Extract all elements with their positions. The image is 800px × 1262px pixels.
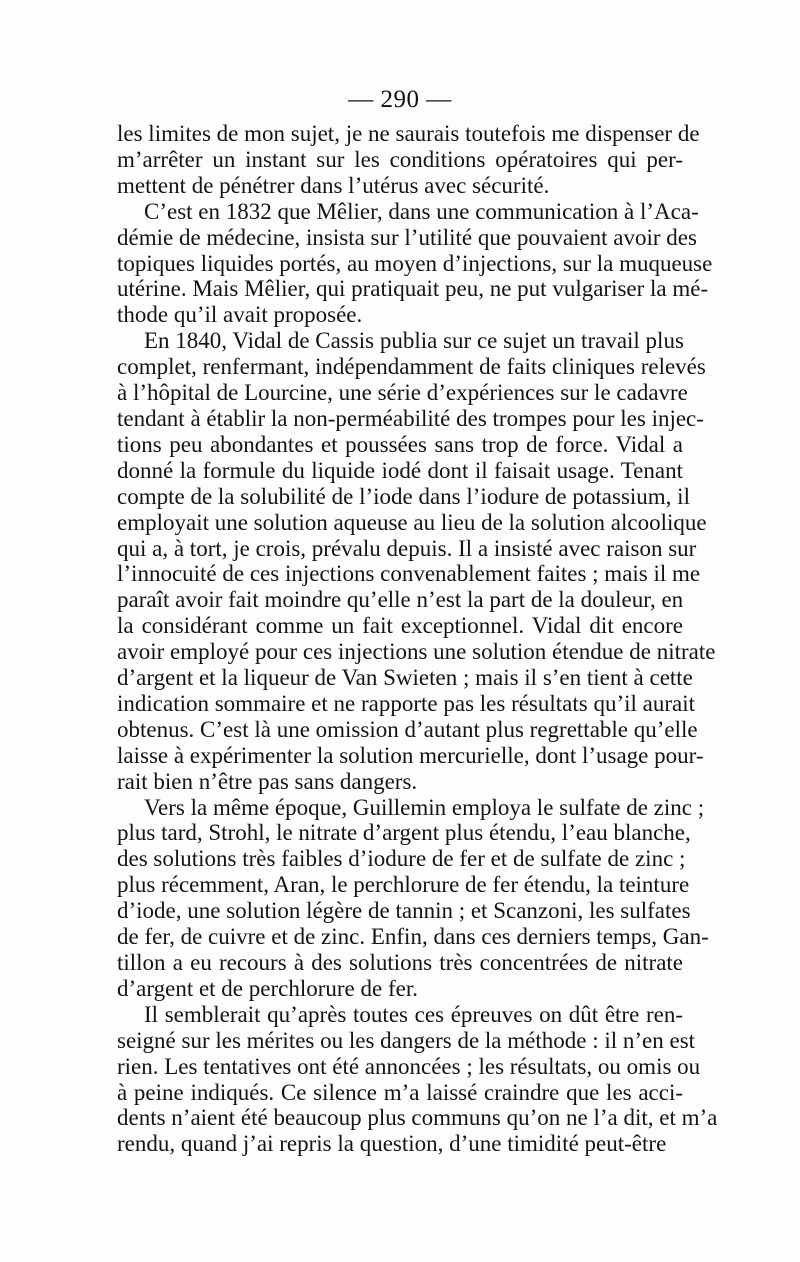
text-line: paraît avoir fait moindre qu’elle n’est la part de la douleur, en (117, 587, 684, 613)
text-line: seigné sur les mérites ou les dangers de la méthode : il n’en est (117, 1027, 696, 1053)
text-line: l’innocuité de ces injections convenablement faites ; mais il me (117, 561, 701, 587)
text-line: employait une solution aqueuse au lieu de la solution alcoolique (117, 509, 707, 535)
text-line: rendu, quand j’ai repris la question, d’une timidité peut-être (117, 1131, 667, 1157)
text-line: complet, renfermant, indépendamment de faits cliniques relevés (117, 354, 706, 380)
text-line: tendant à établir la non-perméabilité des trompes pour les injec- (117, 405, 704, 431)
text-line: d’argent et la liqueur de Van Swieten ; mais il s’en tient à cette (117, 665, 693, 691)
text-line: laisse à expérimenter la solution mercurielle, dont l’usage pour- (117, 742, 704, 768)
text-line: des solutions très faibles d’iodure de fer et de sulfate de zinc ; (117, 846, 686, 872)
text-line: Il semblerait qu’après toutes ces épreuves on dût être ren- (144, 1001, 683, 1027)
text-line: qui a, à tort, je crois, prévalu depuis. Il a insisté avec raison sur (117, 535, 697, 561)
text-line: tions peu abondantes et poussées sans trop de force. Vidal a (117, 431, 683, 457)
text-line: compte de la solubilité de l’iode dans l’iodure de potassium, il (117, 483, 690, 509)
text-line: plus tard, Strohl, le nitrate d’argent plus étendu, l’eau blanche, (117, 820, 691, 846)
text-line: avoir employé pour ces injections une solution étendue de nitrate (117, 639, 716, 665)
text-line: d’iode, une solution légère de tannin ; et Scanzoni, les sulfates (117, 898, 691, 924)
text-line: mettent de pénétrer dans l’utérus avec sécurité. (117, 172, 550, 198)
text-line: plus récemment, Aran, le perchlorure de fer étendu, la teinture (117, 872, 690, 898)
page-number: — 290 — (348, 86, 452, 113)
text-line: d’argent et de perchlorure de fer. (117, 975, 418, 1001)
text-line: m’arrêter un instant sur les conditions opératoires qui per- (117, 146, 683, 172)
paragraph (117, 794, 709, 1002)
text-line: dents n’aient été beaucoup plus communs qu’on ne l’a dit, et m’a (117, 1105, 718, 1131)
text-line: topiques liquides portés, au moyen d’injections, sur la muqueuse (117, 250, 713, 276)
text-line: indication sommaire et ne rapporte pas les résultats qu’il aurait (117, 690, 696, 716)
text-line: utérine. Mais Mêlier, qui pratiquait peu, ne put vulgariser la mé- (117, 276, 709, 302)
text-line: rien. Les tentatives ont été annoncées ; les résultats, ou omis ou (117, 1053, 701, 1079)
body-text (117, 121, 718, 1157)
paragraph (117, 328, 716, 794)
text-line: à l’hôpital de Lourcine, une série d’expériences sur le cadavre (117, 380, 688, 406)
paragraph (117, 1001, 718, 1157)
text-line: à peine indiqués. Ce silence m’a laissé craindre que les acci- (117, 1079, 683, 1105)
text-line: En 1840, Vidal de Cassis publia sur ce sujet un travail plus (144, 328, 684, 354)
text-line: tillon a eu recours à des solutions très concentrées de nitrate (117, 950, 683, 975)
text-line: obtenus. C’est là une omission d’autant plus regrettable qu’elle (117, 716, 698, 742)
text-line: démie de médecine, insista sur l’utilité que pouvaient avoir des (117, 224, 697, 250)
text-line: Vers la même époque, Guillemin employa le sulfate de zinc ; (144, 794, 705, 820)
paragraph (117, 198, 713, 329)
text-line: thode qu’il avait proposée. (117, 302, 363, 328)
text-line: donné la formule du liquide iodé dont il faisait usage. Tenant (117, 457, 683, 483)
text-line: les limites de mon sujet, je ne saurais toutefois me dispenser de (117, 121, 700, 146)
text-line: C’est en 1832 que Mêlier, dans une communication à l’Aca- (144, 198, 699, 224)
text-line: de fer, de cuivre et de zinc. Enfin, dans ces derniers temps, Gan- (117, 924, 709, 950)
text-line: rait bien n’être pas sans dangers. (117, 768, 418, 794)
text-line: la considérant comme un fait exceptionnel. Vidal dit encore (117, 613, 683, 639)
paragraph (117, 121, 700, 199)
